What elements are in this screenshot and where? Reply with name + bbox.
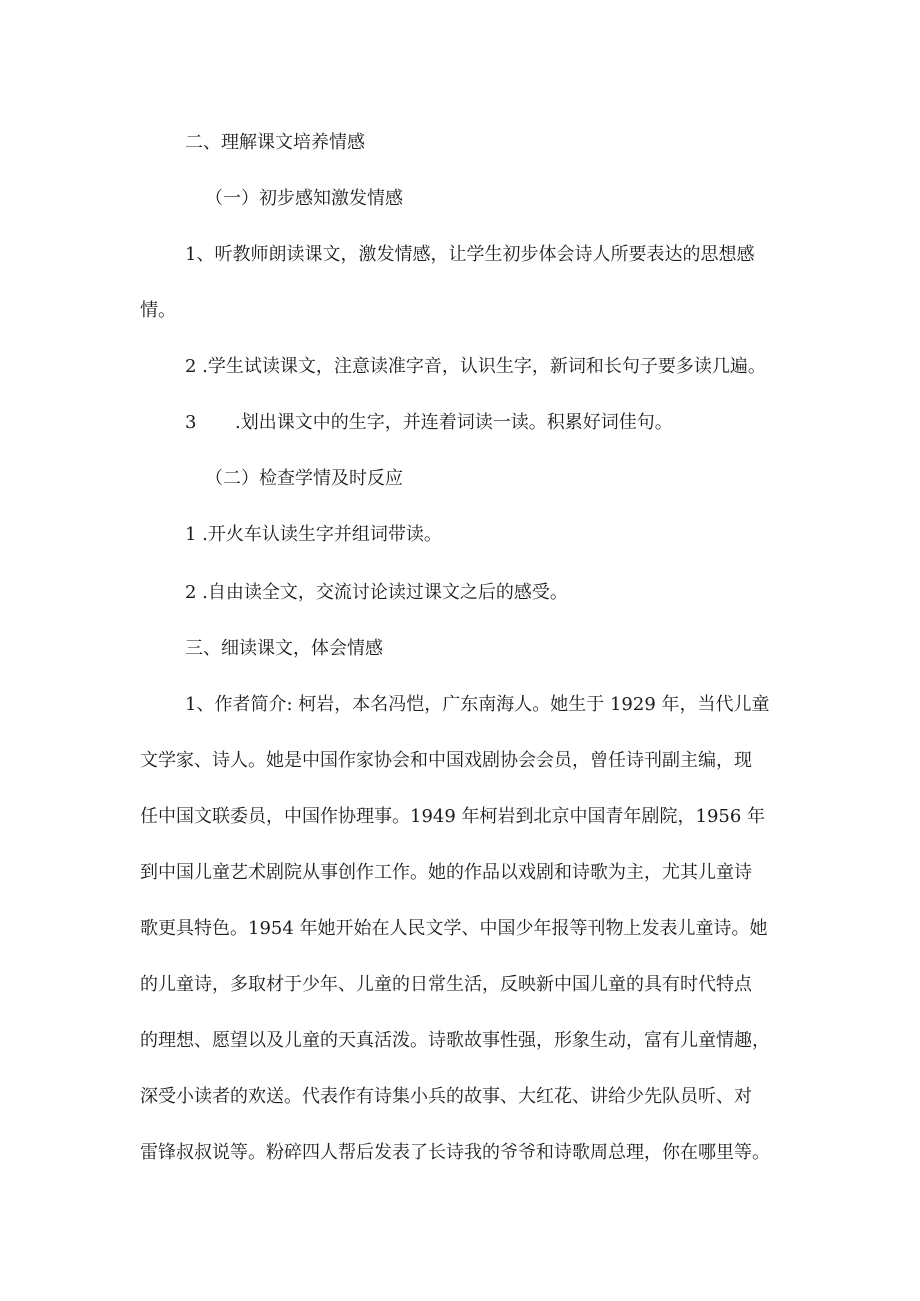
author-intro-line: 的理想、愿望以及儿童的天真活泼。诗歌故事性强，形象生动，富有儿童情趣， — [140, 1030, 770, 1051]
list-item-2: 2 .学生试读课文，注意读准字音，认识生字，新词和长句子要多读几遍。 — [185, 356, 766, 377]
list-item-3 — [185, 410, 845, 436]
author-intro-line: 的儿童诗，多取材于少年、儿童的日常生活，反映新中国儿童的具有时代特点 — [140, 974, 752, 995]
list-item-1-line-2: 情。 — [140, 300, 176, 321]
author-intro-line: 歌更具特色。1954 年她开始在人民文学、中国少年报等刊物上发表儿童诗。她 — [140, 918, 768, 939]
author-intro-line: 深受小读者的欢送。代表作有诗集小兵的故事、大红花、讲给少先队员听、对 — [140, 1086, 752, 1107]
author-intro-line: 1、作者简介: 柯岩，本名冯恺，广东南海人。她生于 1929 年，当代儿童 — [185, 694, 770, 715]
author-intro-line: 到中国儿童艺术剧院从事创作工作。她的作品以戏剧和诗歌为主，尤其儿童诗 — [140, 862, 752, 883]
check-item-2: 2 .自由读全文，交流讨论读过课文之后的感受。 — [185, 582, 568, 603]
section-heading-two: 二、理解课文培养情感 — [185, 132, 365, 153]
list-item-1-line-1: 1、听教师朗读课文，激发情感，让学生初步体会诗人所要表达的思想感 — [185, 244, 755, 265]
subsection-heading-two: （二）检查学情及时反应 — [205, 468, 403, 489]
author-intro-line: 任中国文联委员，中国作协理事。1949 年柯岩到北京中国青年剧院，1956 年 — [140, 806, 766, 827]
section-heading-three: 三、细读课文，体会情感 — [185, 638, 383, 659]
check-item-1: 1 .开火车认读生字并组词带读。 — [185, 524, 442, 545]
list-item-3-number: 3 — [185, 412, 197, 433]
author-intro-line: 雷锋叔叔说等。粉碎四人帮后发表了长诗我的爷爷和诗歌周总理，你在哪里等。 — [140, 1142, 770, 1163]
subsection-heading-one: （一）初步感知激发情感 — [205, 188, 403, 209]
list-item-3-text: .划出课文中的生字，并连着词读一读。积累好词佳句。 — [235, 412, 673, 433]
author-intro-line: 文学家、诗人。她是中国作家协会和中国戏剧协会会员，曾任诗刊副主编，现 — [140, 750, 752, 771]
